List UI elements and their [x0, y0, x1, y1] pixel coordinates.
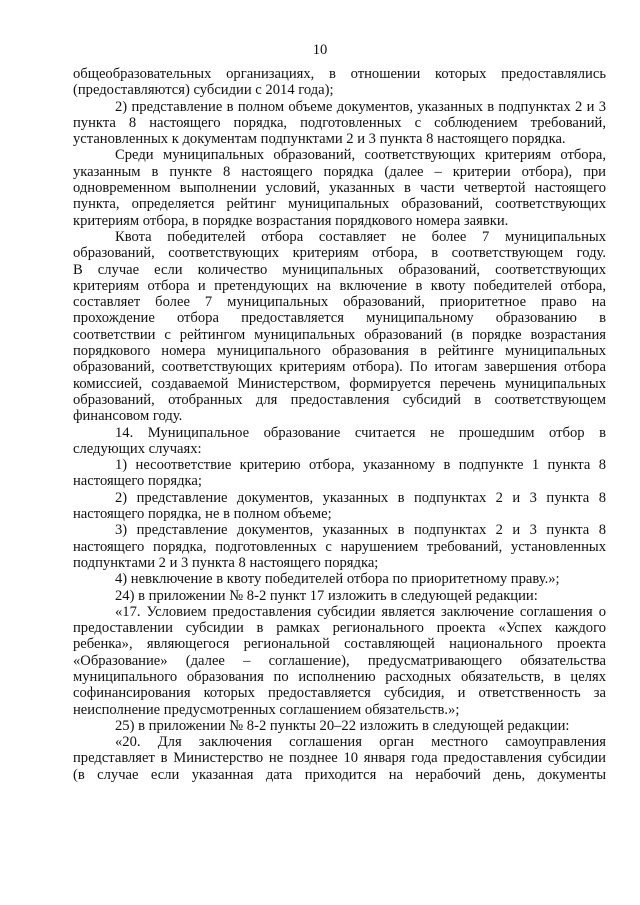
text-line: комиссией, создаваемой Министерством, формируется перечень муниципальных	[73, 375, 606, 392]
text-line: финансовом году.	[73, 408, 183, 425]
text-line: критериям отбора и претендующих на включение в квоту победителей отбора,	[73, 277, 606, 294]
text-line: пункта 8 настоящего порядка, подготовленных с соблюдением требований,	[73, 114, 606, 131]
text-line: 24) в приложении № 8-2 пункт 17 изложить в следующей редакции:	[115, 587, 538, 604]
text-line: образований, соответствующих критериям отбора). По итогам завершения отбора	[73, 359, 606, 376]
text-line: В случае если количество муниципальных образований, соответствующих	[73, 261, 606, 278]
text-line: 14. Муниципальное образование считается не прошедшим отбор в	[115, 424, 606, 441]
text-line: указанным в пункте 8 настоящего порядка (далее – критерии отбора), при	[73, 163, 606, 180]
text-line: установленных к документам подпунктами 2 и 3 пункта 8 настоящего порядка.	[73, 131, 566, 148]
text-line: настоящего порядка;	[73, 473, 202, 490]
text-line: соответствии с рейтингом муниципальных образований (в порядке возрастания	[73, 326, 606, 343]
text-line: «17. Условием предоставления субсидии является заключение соглашения о	[115, 603, 606, 620]
text-line: предоставлении субсидии в рамках регионального проекта «Успех каждого	[73, 620, 606, 637]
text-line: общеобразовательных организациях, в отношении которых предоставлялись	[73, 66, 606, 82]
text-line: (в случае если указанная дата приходится на нерабочий день, документы	[73, 766, 606, 783]
text-line: софинансирования которых предоставляется субсидия, и ответственность за	[73, 685, 606, 702]
text-line: 4) невключение в квоту победителей отбора по приоритетному праву.»;	[115, 571, 560, 588]
text-line: Среди муниципальных образований, соответствующих критериям отбора,	[115, 147, 606, 164]
document-body	[73, 66, 606, 783]
text-line: 2) представление документов, указанных в подпунктах 2 и 3 пункта 8	[115, 489, 606, 506]
text-line: образований, отобранных для предоставления субсидий в соответствующем	[73, 391, 606, 408]
text-line: одновременном выполнении условий, указанных в части четвертой настоящего	[73, 180, 606, 197]
text-line: муниципального образования по исполнению расходных обязательств, в целях	[73, 668, 606, 685]
text-line: критериям отбора, в порядке возрастания порядкового номера заявки.	[73, 212, 509, 229]
text-line: настоящего порядка, подготовленных с нарушением требований, установленных	[73, 538, 606, 555]
text-line: ребенка», являющегося региональной составляющей национального проекта	[73, 636, 606, 653]
text-line: пункта, определяется рейтинг муниципальных образований, соответствующих	[73, 196, 606, 213]
page-number: 10	[312, 42, 328, 58]
text-line: составляет более 7 муниципальных образований, приоритетное право на	[73, 294, 606, 311]
text-line: неисполнение предусмотренных соглашением обязательств.»;	[73, 701, 460, 718]
text-line: (предоставляются) субсидии с 2014 года);	[73, 82, 334, 99]
text-line: 1) несоответствие критерию отбора, указанному в подпункте 1 пункта 8	[115, 457, 606, 474]
text-line: подпунктами 2 и 3 пункта 8 настоящего порядка;	[73, 554, 379, 571]
text-line: порядкового номера муниципального образования в рейтинге муниципальных	[73, 343, 606, 360]
text-line: настоящего порядка, не в полном объеме;	[73, 506, 332, 523]
text-line: 2) представление в полном объеме документов, указанных в подпунктах 2 и 3	[115, 98, 606, 115]
text-line: «20. Для заключения соглашения орган местного самоуправления	[115, 734, 606, 751]
text-line: Квота победителей отбора составляет не более 7 муниципальных	[115, 228, 606, 245]
text-line: образований, соответствующих критериям отбора, в соответствующем году.	[73, 245, 606, 262]
text-line: 25) в приложении № 8-2 пункты 20–22 изложить в следующей редакции:	[115, 717, 570, 734]
text-line: следующих случаях:	[73, 440, 202, 457]
text-line: 3) представление документов, указанных в подпунктах 2 и 3 пункта 8	[115, 522, 606, 539]
text-line: «Образование» (далее – соглашение), предусматривающего обязательства	[73, 652, 606, 669]
text-line: прохождение отбора предоставляется муниципальному образованию в	[73, 310, 606, 327]
text-line: представляет в Министерство не позднее 10 января года предоставления субсидии	[73, 750, 606, 767]
